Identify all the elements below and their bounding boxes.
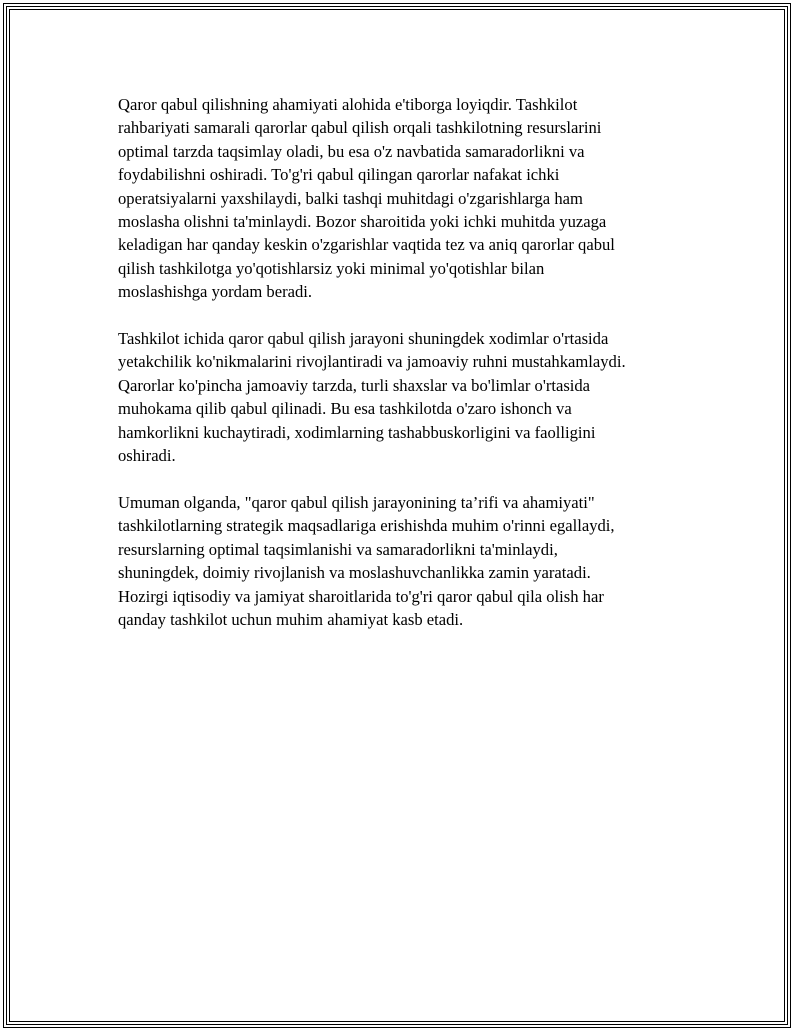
paragraph-3: Umuman olganda, "qaror qabul qilish jarayonining ta’rifi va ahamiyati" tashkilotlarning strategik maqsadlariga erishishda muhim o'rinni egallaydi, resurslarning optimal taqsimlanishi va samaradorlikni ta'minlaydi, shuningdek, doimiy rivojlanish va moslashuvchanlikka zamin yaratadi. Hozirgi iqtisodiy va jamiyat sharoitlarida to'g'ri qaror qabul qila olish har qanday tashkilot uchun muhim ahamiyat kasb etadi. — [118, 492, 615, 629]
paragraph-2: Tashkilot ichida qaror qabul qilish jarayoni shuningdek xodimlar o'rtasida yetakchilik ko'nikmalarini rivojlantiradi va jamoaviy ruhni mustahkamlaydi. Qarorlar ko'pincha jamoaviy tarzda, turli shaxslar va bo'limlar o'rtasida muhokama qilib qabul qilinadi. Bu esa tashkilotda o'zaro ishonch va hamkorlikni kuchaytiradi, xodimlarning tashabbuskorligini va faolligini oshiradi. — [118, 329, 626, 466]
paragraph-1: Qaror qabul qilishning ahamiyati alohida e'tiborga loyiqdir. Tashkilot rahbariyati samarali qarorlar qabul qilish orqali tashkilotning resurslarini optimal tarzda taqsimlay oladi, bu esa o'z navbatida samaradorlikni va foydabilishni oshiradi. To'g'ri qabul qilingan qarorlar nafakat ichki operatsiyalarni yaxshilaydi, balki tashqi muhitdagi o'zgarishlarga ham moslasha olishni ta'minlaydi. Bozor sharoitida yoki ichki muhitda yuzaga keladigan har qanday keskin o'zgarishlar vaqtida tez va aniq qarorlar qabul qilish tashkilotga yo'qotishlarsiz yoki minimal yo'qotishlar bilan moslashishga yordam beradi. — [118, 95, 615, 302]
document-body — [118, 93, 698, 655]
